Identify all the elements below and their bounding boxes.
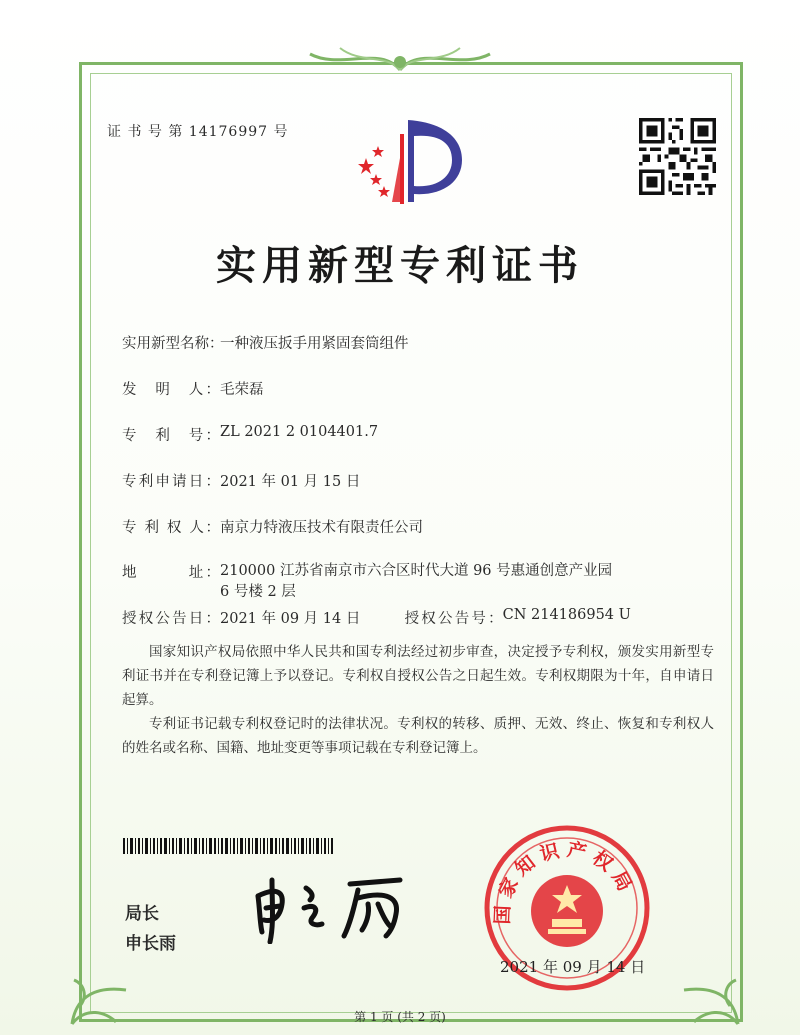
patent-office-logo-icon (352, 116, 464, 208)
grant-number-value: CN 214186954 U (502, 607, 631, 623)
patentee-value: 南京力特液压技术有限责任公司 (220, 520, 423, 536)
page-number: 第 1 页 (共 2 页) (354, 1010, 446, 1024)
notice-paragraph-1: 国家知识产权局依照中华人民共和国专利法经过初步审查，决定授予专利权，颁发实用新型专利证书并在专利登记簿上予以登记。专利权自授权公告之日起生效。专利权期限为十年，自申请日起算。 (122, 644, 714, 708)
seal-date: 2021 年 09 月 14 日 (500, 958, 646, 976)
grant-number-label: 授权公告号： (404, 611, 503, 627)
patent-number-label: 专 利 号： (122, 428, 220, 444)
model-name-value: 一种液压扳手用紧固套筒组件 (220, 336, 409, 352)
patent-number-value: ZL 2021 2 0104401.7 (220, 424, 379, 440)
notice-paragraph-2: 专利证书记载专利权登记时的法律状况。专利权的转移、质押、无效、终止、恢复和专利权人的姓名或名称、国籍、地址变更等事项记载在专利登记簿上。 (122, 716, 714, 756)
field-patentee (122, 516, 423, 537)
field-grant-date (122, 607, 631, 628)
address-value: 210000 江苏省南京市六合区时代大道 96 号惠通创意产业园 6 号楼 2 层 (220, 563, 613, 600)
certificate-number: 证 书 号 第 14176997 号 (107, 124, 289, 140)
field-filing-date (122, 470, 360, 491)
field-patent-number (122, 424, 378, 445)
barcode-icon (123, 838, 333, 854)
handwritten-signature-icon (250, 874, 430, 944)
filing-date-value: 2021 年 01 月 15 日 (220, 474, 361, 490)
field-inventor (122, 378, 264, 399)
inventor-label: 发 明 人： (122, 382, 220, 398)
model-name-label: 实用新型名称： (122, 336, 224, 352)
certificate-title: 实用新型专利证书 (216, 242, 584, 289)
grant-date-label: 授权公告日： (122, 611, 220, 627)
seal-text: 国家知识产权局 (491, 838, 639, 925)
filing-date-label: 专利申请日： (122, 474, 220, 490)
legal-notice (122, 640, 714, 760)
field-model-name (122, 332, 409, 353)
patentee-label: 专 利 权 人： (122, 520, 220, 536)
qr-code-icon (639, 118, 716, 195)
inventor-value: 毛荣磊 (220, 382, 264, 398)
address-label: 地 址： (122, 565, 220, 581)
director-name: 申长雨 (125, 934, 176, 954)
field-address (122, 561, 620, 603)
top-ornament-icon (300, 40, 500, 76)
director-title: 局长 (125, 904, 159, 924)
grant-date-value: 2021 年 09 月 14 日 (220, 611, 361, 627)
